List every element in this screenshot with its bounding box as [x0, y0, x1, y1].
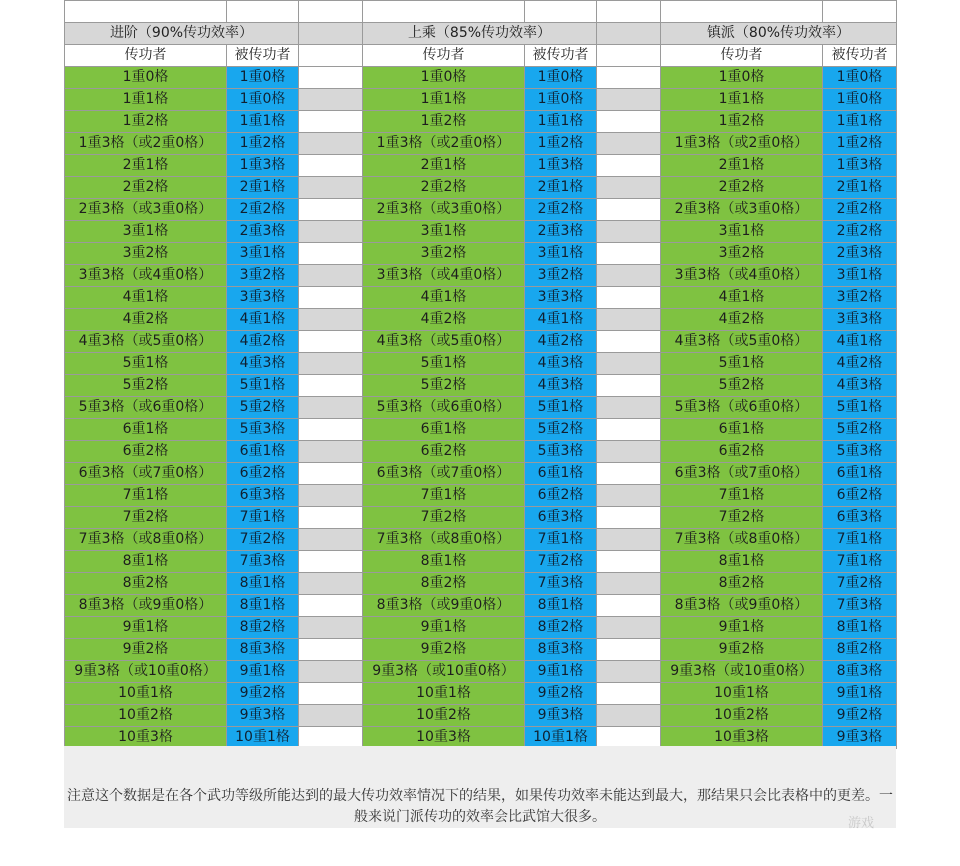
- spacer-cell: [597, 573, 661, 595]
- receiver-cell: 9重2格: [525, 683, 597, 705]
- giver-cell: 4重3格（或5重0格）: [363, 331, 525, 353]
- receiver-cell: 7重1格: [525, 529, 597, 551]
- giver-cell: 2重1格: [661, 155, 823, 177]
- giver-cell: 4重3格（或5重0格）: [661, 331, 823, 353]
- giver-cell: 10重2格: [65, 705, 227, 727]
- table-row: [65, 89, 897, 111]
- giver-cell: 6重3格（或7重0格）: [363, 463, 525, 485]
- spacer-cell: [597, 397, 661, 419]
- spacer-cell: [597, 441, 661, 463]
- receiver-cell: 7重1格: [823, 551, 897, 573]
- giver-cell: 3重2格: [363, 243, 525, 265]
- receiver-cell: 2重1格: [525, 177, 597, 199]
- receiver-cell: 1重1格: [525, 111, 597, 133]
- receiver-cell: 8重3格: [227, 639, 299, 661]
- receiver-cell: 7重2格: [525, 551, 597, 573]
- receiver-cell: 8重1格: [227, 595, 299, 617]
- receiver-cell: 9重3格: [823, 727, 897, 749]
- table-row: [65, 353, 897, 375]
- table-row: [65, 639, 897, 661]
- receiver-cell: 5重1格: [227, 375, 299, 397]
- giver-cell: 1重2格: [661, 111, 823, 133]
- table-row: [65, 419, 897, 441]
- receiver-cell: 5重3格: [227, 419, 299, 441]
- spacer-cell: [299, 705, 363, 727]
- giver-cell: 7重2格: [661, 507, 823, 529]
- giver-cell: 10重1格: [661, 683, 823, 705]
- giver-cell: 6重1格: [661, 419, 823, 441]
- spacer-cell: [597, 485, 661, 507]
- giver-cell: 2重2格: [661, 177, 823, 199]
- receiver-cell: 6重3格: [823, 507, 897, 529]
- spacer-cell: [299, 67, 363, 89]
- watermark: 游戏: [848, 816, 875, 831]
- giver-cell: 8重2格: [661, 573, 823, 595]
- table-row: [65, 683, 897, 705]
- receiver-cell: 3重2格: [823, 287, 897, 309]
- receiver-cell: 3重1格: [823, 265, 897, 287]
- giver-cell: 1重1格: [65, 89, 227, 111]
- spacer-cell: [299, 353, 363, 375]
- receiver-cell: 9重1格: [525, 661, 597, 683]
- giver-cell: 5重2格: [65, 375, 227, 397]
- giver-cell: 6重3格（或7重0格）: [661, 463, 823, 485]
- receiver-cell: 1重0格: [823, 89, 897, 111]
- table-row: [65, 595, 897, 617]
- receiver-cell: 6重2格: [525, 485, 597, 507]
- giver-cell: 8重2格: [363, 573, 525, 595]
- group-title-jinjie: 进阶（90%传功效率）: [65, 23, 299, 45]
- header-receiver: 被传功者: [823, 45, 897, 67]
- giver-cell: 8重1格: [65, 551, 227, 573]
- giver-cell: 9重1格: [661, 617, 823, 639]
- spacer-cell: [299, 463, 363, 485]
- receiver-cell: 2重3格: [823, 243, 897, 265]
- receiver-cell: 3重1格: [525, 243, 597, 265]
- receiver-cell: 4重1格: [823, 331, 897, 353]
- spacer-cell: [299, 639, 363, 661]
- receiver-cell: 6重3格: [525, 507, 597, 529]
- giver-cell: 2重3格（或3重0格）: [661, 199, 823, 221]
- table-row: [65, 441, 897, 463]
- table-row: [65, 397, 897, 419]
- receiver-cell: 1重3格: [227, 155, 299, 177]
- header-giver: 传功者: [363, 45, 525, 67]
- blank-row: [65, 1, 897, 23]
- table-row: [65, 705, 897, 727]
- spacer-cell: [597, 705, 661, 727]
- receiver-cell: 7重1格: [823, 529, 897, 551]
- giver-cell: 7重2格: [65, 507, 227, 529]
- giver-cell: 9重2格: [661, 639, 823, 661]
- receiver-cell: 4重2格: [227, 331, 299, 353]
- receiver-cell: 3重3格: [525, 287, 597, 309]
- receiver-cell: 8重2格: [227, 617, 299, 639]
- giver-cell: 1重0格: [65, 67, 227, 89]
- receiver-cell: 1重0格: [525, 89, 597, 111]
- spacer-cell: [299, 441, 363, 463]
- receiver-cell: 8重2格: [823, 639, 897, 661]
- spacer-cell: [299, 485, 363, 507]
- receiver-cell: 6重1格: [525, 463, 597, 485]
- spacer-cell: [597, 529, 661, 551]
- spacer-cell: [299, 89, 363, 111]
- receiver-cell: 1重3格: [525, 155, 597, 177]
- receiver-cell: 10重1格: [227, 727, 299, 749]
- receiver-cell: 5重1格: [823, 397, 897, 419]
- giver-cell: 3重1格: [363, 221, 525, 243]
- spacer-cell: [299, 287, 363, 309]
- giver-cell: 5重1格: [363, 353, 525, 375]
- giver-cell: 1重0格: [363, 67, 525, 89]
- giver-cell: 5重3格（或6重0格）: [65, 397, 227, 419]
- giver-cell: 2重1格: [363, 155, 525, 177]
- spacer-cell: [597, 595, 661, 617]
- spacer-cell: [597, 375, 661, 397]
- spacer-cell: [299, 133, 363, 155]
- table-row: [65, 507, 897, 529]
- giver-cell: 3重3格（或4重0格）: [65, 265, 227, 287]
- spacer-cell: [299, 265, 363, 287]
- spacer-cell: [597, 177, 661, 199]
- spacer-cell: [597, 199, 661, 221]
- spacer-cell: [597, 419, 661, 441]
- spacer-cell: [299, 573, 363, 595]
- spacer-cell: [299, 595, 363, 617]
- receiver-cell: 8重2格: [525, 617, 597, 639]
- giver-cell: 8重1格: [661, 551, 823, 573]
- receiver-cell: 4重1格: [227, 309, 299, 331]
- giver-cell: 9重2格: [363, 639, 525, 661]
- giver-cell: 1重3格（或2重0格）: [65, 133, 227, 155]
- group-title-shangcheng: 上乘（85%传功效率）: [363, 23, 597, 45]
- receiver-cell: 1重3格: [823, 155, 897, 177]
- giver-cell: 1重3格（或2重0格）: [661, 133, 823, 155]
- spacer-cell: [597, 353, 661, 375]
- receiver-cell: 3重3格: [227, 287, 299, 309]
- spacer-cell: [299, 243, 363, 265]
- giver-cell: 7重1格: [363, 485, 525, 507]
- receiver-cell: 8重1格: [525, 595, 597, 617]
- receiver-cell: 9重2格: [227, 683, 299, 705]
- giver-cell: 10重2格: [363, 705, 525, 727]
- table-row: [65, 111, 897, 133]
- header-receiver: 被传功者: [525, 45, 597, 67]
- receiver-cell: 2重2格: [823, 199, 897, 221]
- spacer-cell: [299, 155, 363, 177]
- giver-cell: 4重1格: [65, 287, 227, 309]
- receiver-cell: 2重2格: [227, 199, 299, 221]
- receiver-cell: 7重3格: [227, 551, 299, 573]
- table-row: [65, 375, 897, 397]
- header-receiver: 被传功者: [227, 45, 299, 67]
- giver-cell: 8重3格（或9重0格）: [363, 595, 525, 617]
- receiver-cell: 6重1格: [823, 463, 897, 485]
- receiver-cell: 6重2格: [823, 485, 897, 507]
- spacer-cell: [597, 221, 661, 243]
- spacer-cell: [299, 199, 363, 221]
- giver-cell: 8重3格（或9重0格）: [65, 595, 227, 617]
- receiver-cell: 1重1格: [823, 111, 897, 133]
- giver-cell: 6重3格（或7重0格）: [65, 463, 227, 485]
- column-header-row: [65, 45, 897, 67]
- giver-cell: 9重3格（或10重0格）: [65, 661, 227, 683]
- spacer-cell: [597, 133, 661, 155]
- receiver-cell: 5重1格: [525, 397, 597, 419]
- giver-cell: 3重1格: [65, 221, 227, 243]
- receiver-cell: 4重3格: [525, 375, 597, 397]
- giver-cell: 7重3格（或8重0格）: [661, 529, 823, 551]
- table-row: [65, 551, 897, 573]
- receiver-cell: 1重0格: [227, 67, 299, 89]
- receiver-cell: 2重3格: [525, 221, 597, 243]
- transfer-table: [64, 0, 897, 749]
- giver-cell: 2重1格: [65, 155, 227, 177]
- giver-cell: 7重3格（或8重0格）: [363, 529, 525, 551]
- receiver-cell: 9重3格: [525, 705, 597, 727]
- table-row: [65, 67, 897, 89]
- receiver-cell: 2重3格: [227, 221, 299, 243]
- receiver-cell: 9重1格: [227, 661, 299, 683]
- receiver-cell: 6重3格: [227, 485, 299, 507]
- receiver-cell: 8重3格: [823, 661, 897, 683]
- giver-cell: 8重3格（或9重0格）: [661, 595, 823, 617]
- giver-cell: 10重1格: [363, 683, 525, 705]
- receiver-cell: 3重2格: [525, 265, 597, 287]
- header-giver: 传功者: [65, 45, 227, 67]
- spacer-cell: [299, 529, 363, 551]
- table-row: [65, 463, 897, 485]
- spacer-cell: [597, 463, 661, 485]
- table-row: [65, 661, 897, 683]
- giver-cell: 8重2格: [65, 573, 227, 595]
- receiver-cell: 2重1格: [227, 177, 299, 199]
- spacer-cell: [299, 397, 363, 419]
- table-row: [65, 287, 897, 309]
- receiver-cell: 8重1格: [823, 617, 897, 639]
- spacer-cell: [299, 375, 363, 397]
- spacer-cell: [299, 683, 363, 705]
- spacer-cell: [597, 309, 661, 331]
- receiver-cell: 8重1格: [227, 573, 299, 595]
- group-header-row: [65, 23, 897, 45]
- spacer-cell: [597, 265, 661, 287]
- table-row: [65, 199, 897, 221]
- receiver-cell: 2重1格: [823, 177, 897, 199]
- giver-cell: 1重1格: [661, 89, 823, 111]
- receiver-cell: 6重1格: [227, 441, 299, 463]
- receiver-cell: 2重2格: [525, 199, 597, 221]
- giver-cell: 4重2格: [661, 309, 823, 331]
- spacer-cell: [597, 287, 661, 309]
- table-row: [65, 155, 897, 177]
- table-row: [65, 177, 897, 199]
- giver-cell: 6重2格: [363, 441, 525, 463]
- receiver-cell: 5重3格: [823, 441, 897, 463]
- receiver-cell: 5重2格: [525, 419, 597, 441]
- table-row: [65, 221, 897, 243]
- giver-cell: 4重2格: [363, 309, 525, 331]
- spacer-cell: [597, 67, 661, 89]
- giver-cell: 10重1格: [65, 683, 227, 705]
- giver-cell: 6重2格: [661, 441, 823, 463]
- receiver-cell: 1重0格: [227, 89, 299, 111]
- spacer-cell: [299, 221, 363, 243]
- giver-cell: 5重1格: [661, 353, 823, 375]
- giver-cell: 7重2格: [363, 507, 525, 529]
- giver-cell: 3重3格（或4重0格）: [363, 265, 525, 287]
- giver-cell: 10重3格: [363, 727, 525, 749]
- giver-cell: 4重1格: [363, 287, 525, 309]
- receiver-cell: 1重0格: [525, 67, 597, 89]
- group-title-zhenpai: 镇派（80%传功效率）: [661, 23, 897, 45]
- spacer-cell: [299, 551, 363, 573]
- receiver-cell: 9重3格: [227, 705, 299, 727]
- giver-cell: 3重1格: [661, 221, 823, 243]
- receiver-cell: 7重1格: [227, 507, 299, 529]
- table-row: [65, 309, 897, 331]
- giver-cell: 3重2格: [65, 243, 227, 265]
- giver-cell: 7重1格: [661, 485, 823, 507]
- spacer-cell: [597, 551, 661, 573]
- giver-cell: 6重2格: [65, 441, 227, 463]
- receiver-cell: 1重2格: [525, 133, 597, 155]
- spacer-cell: [597, 617, 661, 639]
- giver-cell: 4重1格: [661, 287, 823, 309]
- giver-cell: 5重2格: [363, 375, 525, 397]
- receiver-cell: 4重3格: [227, 353, 299, 375]
- receiver-cell: 4重3格: [823, 375, 897, 397]
- giver-cell: 1重2格: [363, 111, 525, 133]
- spacer-cell: [597, 331, 661, 353]
- giver-cell: 10重2格: [661, 705, 823, 727]
- giver-cell: 9重3格（或10重0格）: [363, 661, 525, 683]
- spacer-cell: [597, 111, 661, 133]
- spacer-cell: [597, 661, 661, 683]
- table-body: [65, 1, 897, 749]
- giver-cell: 9重2格: [65, 639, 227, 661]
- giver-cell: 10重3格: [65, 727, 227, 749]
- spacer-cell: [299, 331, 363, 353]
- receiver-cell: 5重3格: [525, 441, 597, 463]
- receiver-cell: 7重3格: [525, 573, 597, 595]
- spacer-cell: [299, 507, 363, 529]
- spacer-cell: [597, 155, 661, 177]
- receiver-cell: 8重3格: [525, 639, 597, 661]
- giver-cell: 3重3格（或4重0格）: [661, 265, 823, 287]
- spacer-cell: [299, 111, 363, 133]
- receiver-cell: 4重1格: [525, 309, 597, 331]
- spacer-cell: [299, 419, 363, 441]
- table-row: [65, 485, 897, 507]
- spacer-cell: [299, 177, 363, 199]
- giver-cell: 1重3格（或2重0格）: [363, 133, 525, 155]
- giver-cell: 2重2格: [65, 177, 227, 199]
- giver-cell: 5重3格（或6重0格）: [363, 397, 525, 419]
- spacer-cell: [597, 243, 661, 265]
- receiver-cell: 1重0格: [823, 67, 897, 89]
- giver-cell: 2重3格（或3重0格）: [363, 199, 525, 221]
- giver-cell: 5重3格（或6重0格）: [661, 397, 823, 419]
- giver-cell: 9重1格: [65, 617, 227, 639]
- receiver-cell: 3重2格: [227, 265, 299, 287]
- table-row: [65, 265, 897, 287]
- spacer-cell: [299, 309, 363, 331]
- giver-cell: 3重2格: [661, 243, 823, 265]
- spacer-cell: [597, 89, 661, 111]
- receiver-cell: 5重2格: [227, 397, 299, 419]
- receiver-cell: 4重2格: [823, 353, 897, 375]
- giver-cell: 9重1格: [363, 617, 525, 639]
- receiver-cell: 7重2格: [823, 573, 897, 595]
- spacer-cell: [299, 661, 363, 683]
- table-row: [65, 331, 897, 353]
- table-row: [65, 133, 897, 155]
- receiver-cell: 1重1格: [227, 111, 299, 133]
- giver-cell: 4重2格: [65, 309, 227, 331]
- giver-cell: 5重1格: [65, 353, 227, 375]
- receiver-cell: 4重2格: [525, 331, 597, 353]
- giver-cell: 1重1格: [363, 89, 525, 111]
- giver-cell: 1重2格: [65, 111, 227, 133]
- receiver-cell: 10重1格: [525, 727, 597, 749]
- receiver-cell: 1重2格: [823, 133, 897, 155]
- giver-cell: 7重1格: [65, 485, 227, 507]
- receiver-cell: 5重2格: [823, 419, 897, 441]
- table-row: [65, 529, 897, 551]
- receiver-cell: 9重1格: [823, 683, 897, 705]
- table-row: [65, 573, 897, 595]
- table-row: [65, 617, 897, 639]
- footnote: 注意这个数据是在各个武功等级所能达到的最大传功效率情况下的结果，如果传功效率未能达到最大，那结果只会比表格中的更差。一般来说门派传功的效率会比武馆大很多。: [67, 788, 893, 825]
- receiver-cell: 2重2格: [823, 221, 897, 243]
- giver-cell: 2重2格: [363, 177, 525, 199]
- giver-cell: 6重1格: [65, 419, 227, 441]
- giver-cell: 9重3格（或10重0格）: [661, 661, 823, 683]
- receiver-cell: 7重3格: [823, 595, 897, 617]
- spacer-cell: [299, 617, 363, 639]
- receiver-cell: 7重2格: [227, 529, 299, 551]
- giver-cell: 5重2格: [661, 375, 823, 397]
- spacer-cell: [597, 683, 661, 705]
- giver-cell: 4重3格（或5重0格）: [65, 331, 227, 353]
- giver-cell: 7重3格（或8重0格）: [65, 529, 227, 551]
- spacer-cell: [597, 639, 661, 661]
- giver-cell: 2重3格（或3重0格）: [65, 199, 227, 221]
- spacer-cell: [597, 507, 661, 529]
- receiver-cell: 1重2格: [227, 133, 299, 155]
- header-giver: 传功者: [661, 45, 823, 67]
- receiver-cell: 9重2格: [823, 705, 897, 727]
- receiver-cell: 3重1格: [227, 243, 299, 265]
- giver-cell: 6重1格: [363, 419, 525, 441]
- giver-cell: 1重0格: [661, 67, 823, 89]
- receiver-cell: 4重3格: [525, 353, 597, 375]
- giver-cell: 10重3格: [661, 727, 823, 749]
- table-row: [65, 243, 897, 265]
- receiver-cell: 6重2格: [227, 463, 299, 485]
- giver-cell: 8重1格: [363, 551, 525, 573]
- receiver-cell: 3重3格: [823, 309, 897, 331]
